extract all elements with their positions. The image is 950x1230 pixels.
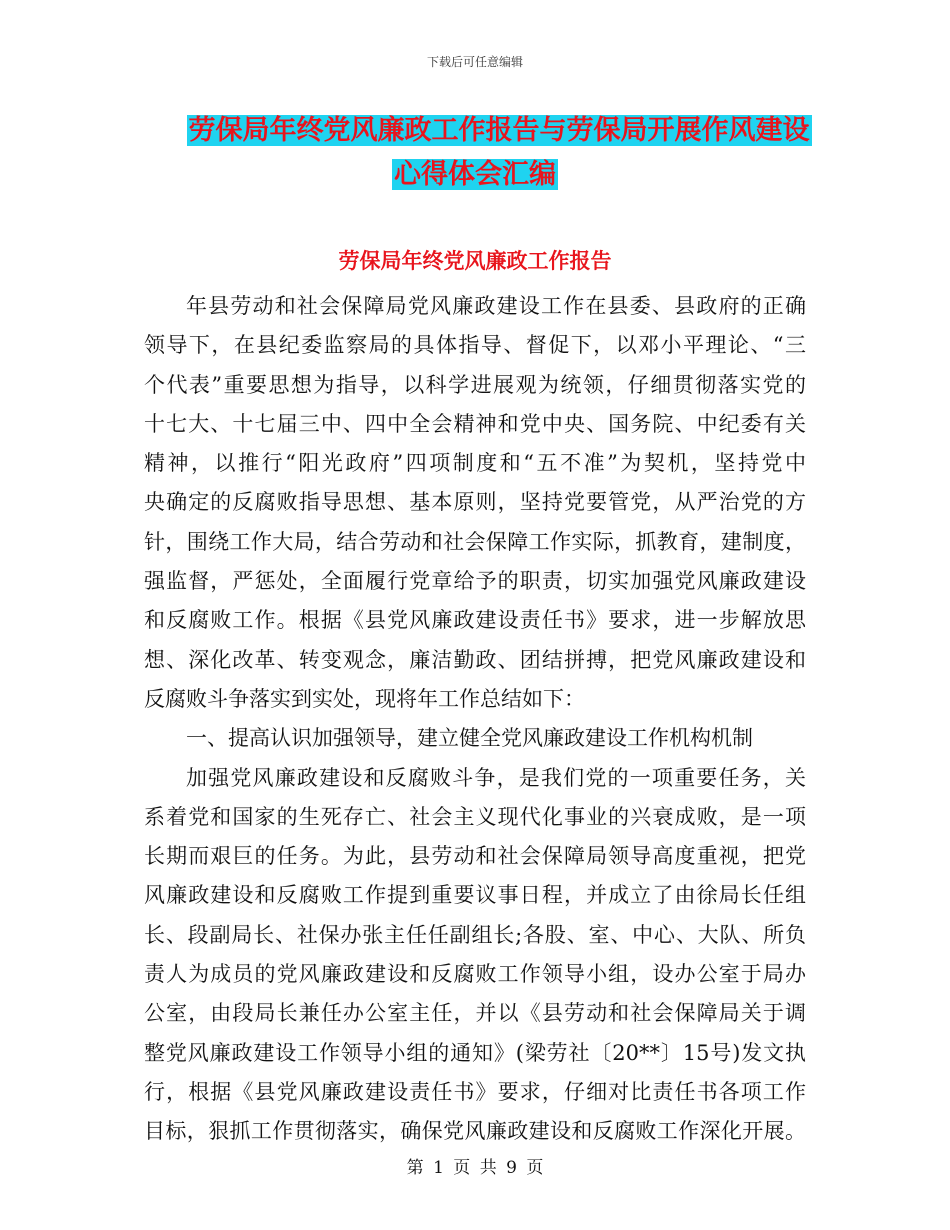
- body-line: 整党风廉政建设工作领导小组的通知》(梁劳社〔20**〕15号)发文执: [144, 1040, 806, 1065]
- body-line: 十七大、十七届三中、四中全会精神和党中央、国务院、中纪委有关: [144, 411, 806, 436]
- body-line: 长、段副局长、社保办张主任任副组长;各股、室、中心、大队、所负: [144, 922, 806, 947]
- document-title-line-1: [24, 111, 950, 151]
- body-line: 央确定的反腐败指导思想、基本原则，坚持党要管党，从严治党的方: [144, 490, 806, 515]
- body-line: 和反腐败工作。根据《县党风廉政建设责任书》要求，进一步解放思: [144, 608, 806, 633]
- body-line: 个代表”重要思想为指导，以科学进展观为统领，仔细贯彻落实党的: [144, 372, 806, 397]
- body-line: 公室，由段局长兼任办公室主任，并以《县劳动和社会保障局关于调: [144, 1001, 806, 1026]
- body-line: 强监督，严惩处，全面履行党章给予的职责，切实加强党风廉政建设: [144, 569, 806, 594]
- page-header-note: 下载后可任意编辑: [426, 55, 523, 69]
- body-line: 行，根据《县党风廉政建设责任书》要求，仔细对比责任书各项工作: [144, 1079, 806, 1104]
- document-body: [144, 287, 806, 1152]
- body-line: 风廉政建设和反腐败工作提到重要议事日程，并成立了由徐局长任组: [144, 883, 806, 908]
- body-line: 责人为成员的党风廉政建设和反腐败工作领导小组，设办公室于局办: [144, 962, 806, 987]
- body-line: 加强党风廉政建设和反腐败斗争，是我们党的一项重要任务，关: [186, 765, 806, 790]
- body-line: 目标，狠抓工作贯彻落实，确保党风廉政建设和反腐败工作深化开展。: [144, 1119, 806, 1144]
- document-title-line-2: [0, 155, 950, 195]
- body-line: 年县劳动和社会保障局党风廉政建设工作在县委、县政府的正确: [186, 294, 806, 318]
- document-title-text-1: 劳保局年终党风廉政工作报告与劳保局开展作风建设: [188, 115, 810, 146]
- body-line: 长期而艰巨的任务。为此，县劳动和社会保障局领导高度重视，把党: [144, 844, 806, 869]
- document-title-text-2: 心得体会汇编: [394, 159, 556, 190]
- body-line: 针，围绕工作大局，结合劳动和社会保障工作实际，抓教育，建制度，: [144, 529, 806, 554]
- body-line: 反腐败斗争落实到实处，现将年工作总结如下：: [144, 686, 585, 711]
- body-line: 想、深化改革、转变观念，廉洁勤政、团结拼搏，把党风廉政建设和: [144, 647, 806, 672]
- section-title: 劳保局年终党风廉政工作报告: [338, 249, 612, 273]
- page-footer: 第 1 页 共 9 页: [406, 1158, 544, 1178]
- body-line: 精神，以推行“阳光政府”四项制度和“五不准”为契机，坚持党中: [144, 451, 806, 476]
- subsection-heading: 一、提高认识加强领导，建立健全党风廉政建设工作机构机制: [186, 726, 753, 751]
- body-line: 系着党和国家的生死存亡、社会主义现代化事业的兴衰成败，是一项: [144, 804, 806, 829]
- body-line: 领导下，在县纪委监察局的具体指导、督促下，以邓小平理论、“三: [144, 333, 806, 358]
